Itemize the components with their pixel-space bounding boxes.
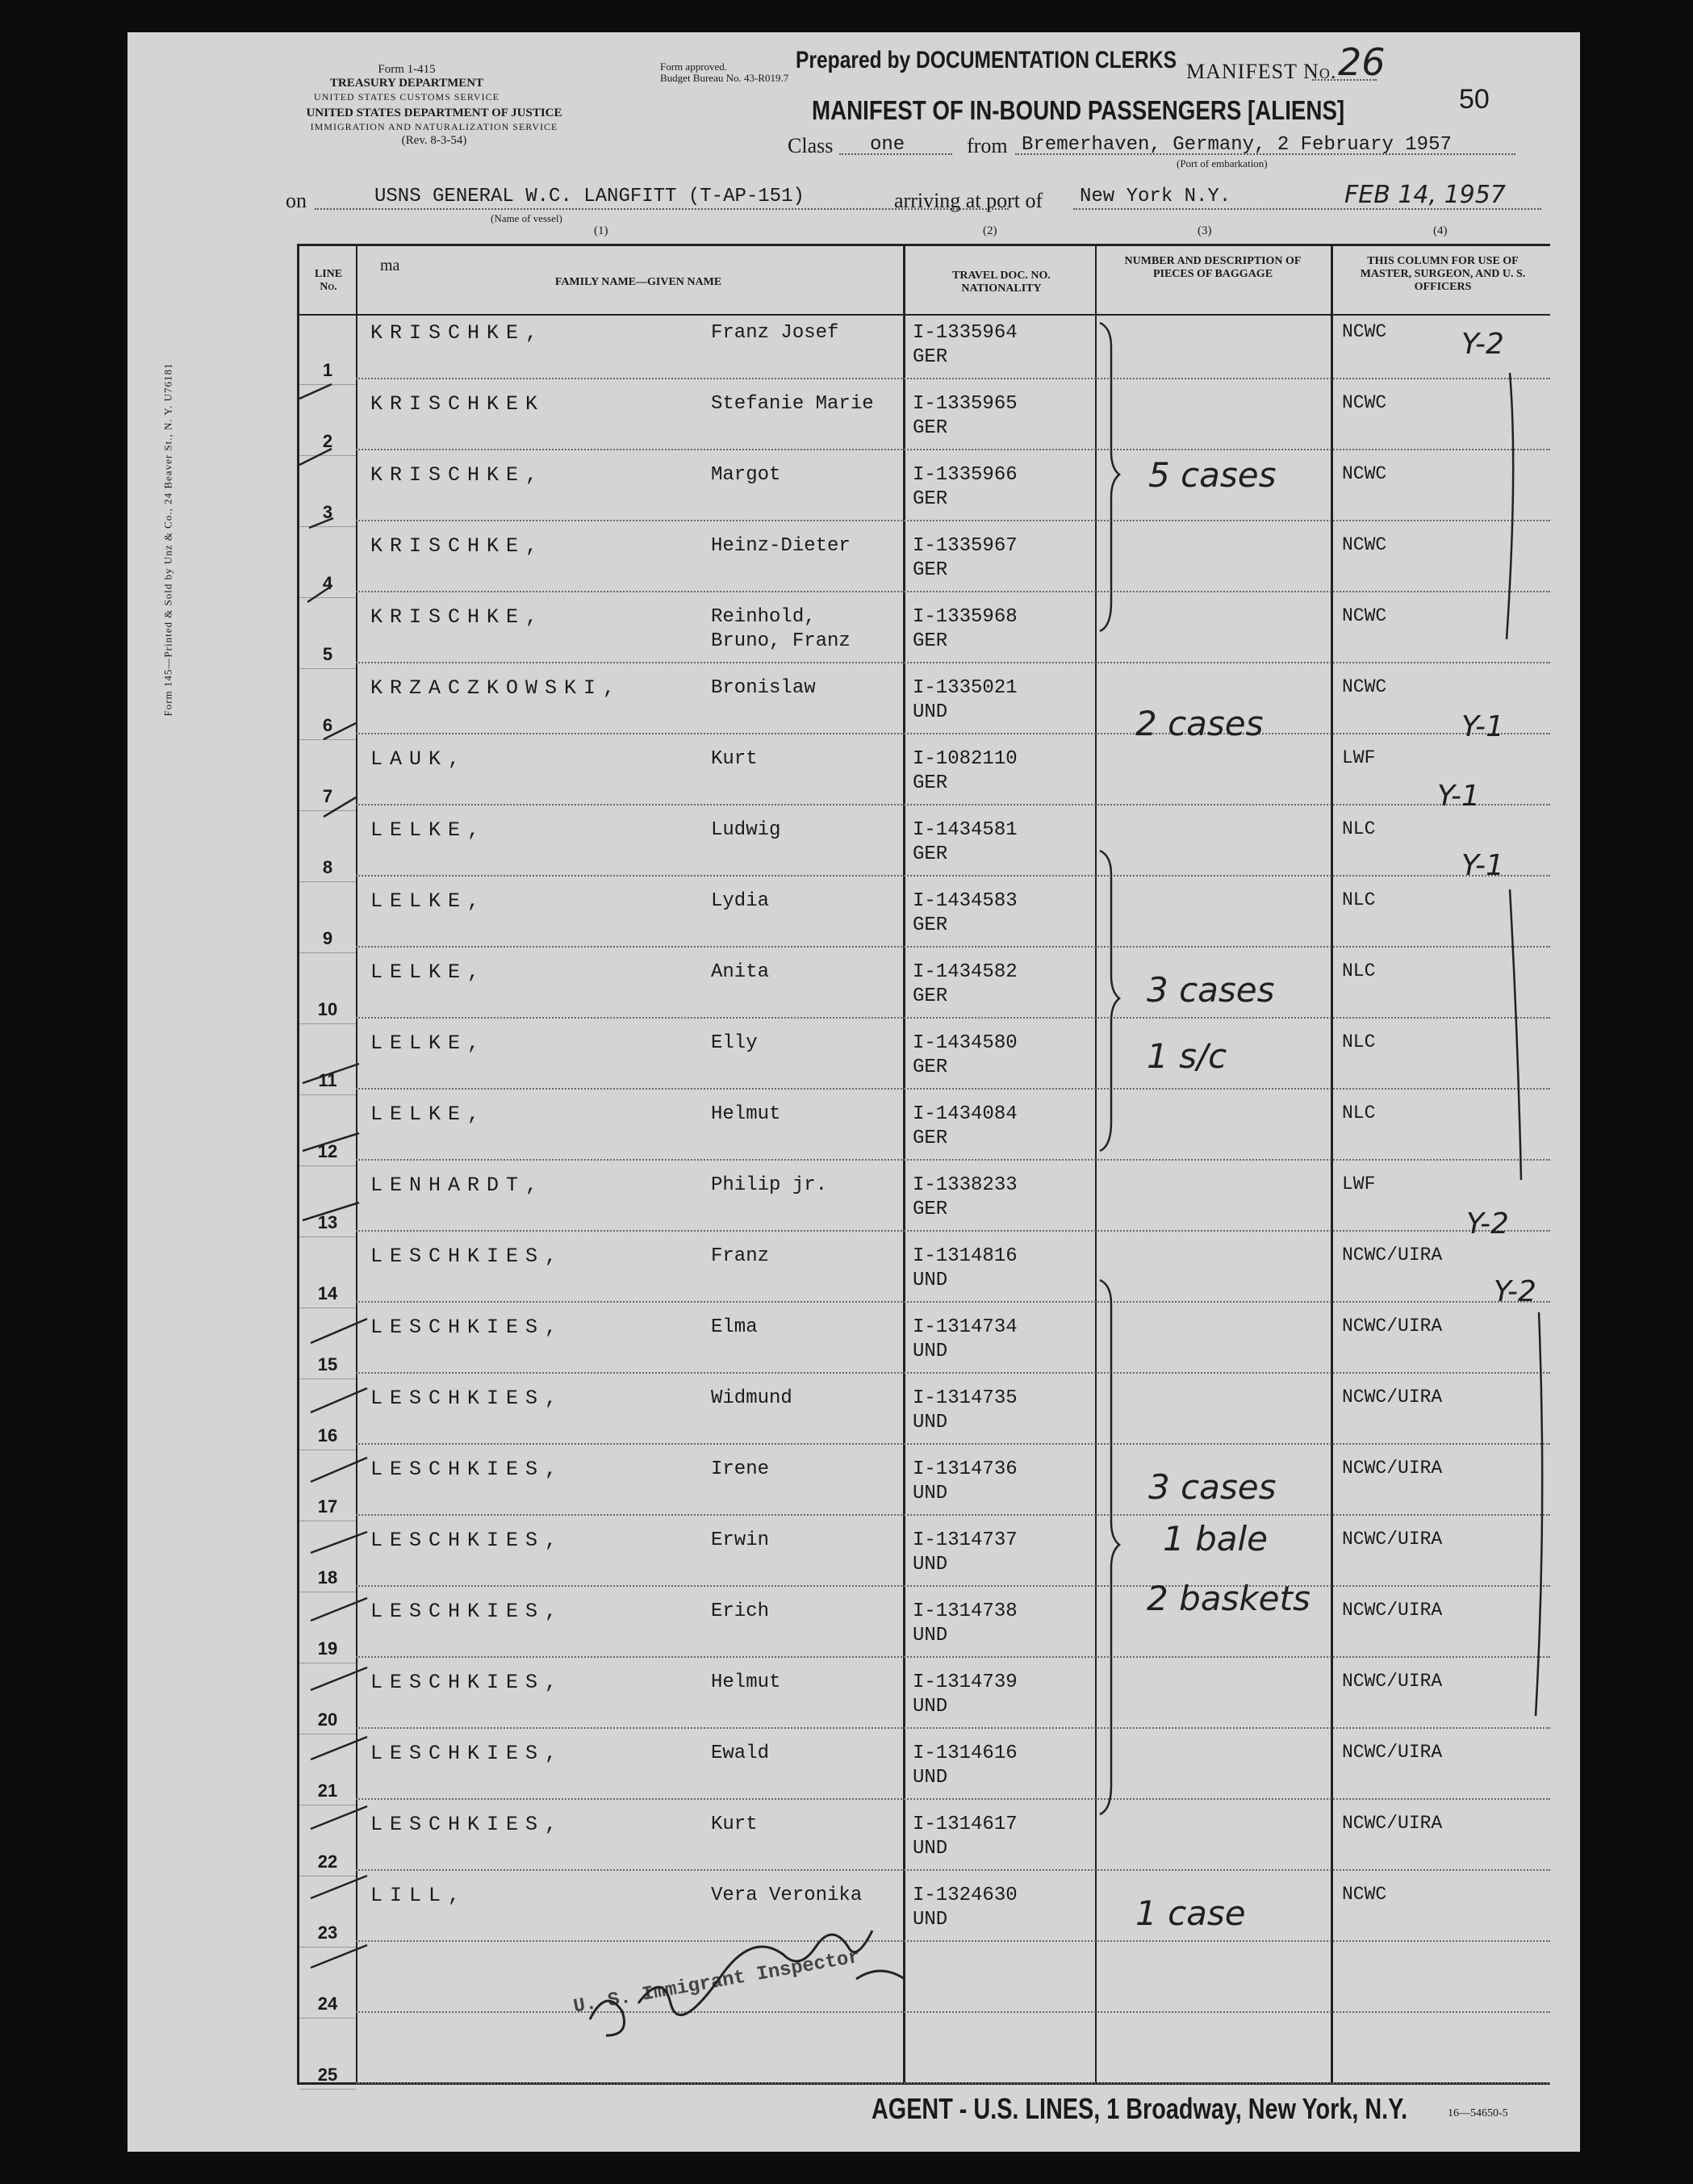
sponsoring-agency: LWF [1342,1174,1376,1195]
family-name: LAUK, [370,747,468,771]
header-officers: THIS COLUMN FOR USE OF MASTER, SURGEON, AND U. S. OFFICERS [1360,255,1526,293]
nationality: UND [913,1554,948,1575]
nationality: UND [913,1838,948,1860]
line-number: 16 [317,1425,338,1446]
mark-lelke: Y-1 [1461,849,1504,882]
ins-title: IMMIGRATION AND NATURALIZATION SERVICE [310,121,558,132]
sponsoring-agency: NCWC [1342,321,1387,342]
sponsoring-agency: NCWC [1342,534,1387,555]
header-name-note: ma [380,257,400,274]
nationality: GER [913,772,948,794]
doc-number: I-1434580 [913,1032,1018,1054]
family-name: KRISCHKE, [370,534,546,558]
family-name: LELKE, [370,1102,487,1126]
form-approved: Form approved. [660,61,728,73]
passenger-table [297,244,1550,2085]
sponsoring-agency: NCWC/UIRA [1342,1671,1443,1692]
header-doc: TRAVEL DOC. NO. NATIONALITY [952,270,1051,295]
line-number: 25 [317,2065,338,2085]
given-name: Helmut [711,1671,781,1693]
line-number: 3 [322,502,333,522]
col-number-4: (4) [1433,224,1448,237]
doc-number: I-1335965 [913,393,1018,415]
treasury-dept: TREASURY DEPARTMENT [329,77,484,90]
nationality: UND [913,1483,948,1504]
nationality: UND [913,701,948,723]
doc-number: I-1434582 [913,961,1018,983]
mark-leschkies: Y-2 [1494,1275,1536,1308]
given-name: Kurt [711,1814,758,1835]
nationality: UND [913,1909,948,1931]
line-number: 9 [322,928,333,948]
line-number: 20 [317,1709,338,1730]
baggage-leschkies-baskets: 2 baskets [1147,1579,1311,1618]
nationality: UND [913,1412,948,1433]
sponsoring-agency: NCWC/UIRA [1342,1387,1443,1408]
family-name: LESCHKIES, [370,1529,565,1552]
sponsoring-agency: NCWC/UIRA [1342,1813,1443,1834]
given-name: Heinz-Dieter [711,535,851,557]
baggage-leschkies-bale: 1 bale [1163,1519,1268,1559]
mark-krischke: Y-2 [1461,328,1504,361]
rev-date: (Rev. 8-3-54) [401,134,467,147]
family-name: LESCHKIES, [370,1813,565,1836]
line-number: 13 [317,1212,338,1232]
doc-number: I-1314737 [913,1529,1018,1551]
line-number: 17 [317,1496,338,1517]
sponsoring-agency: NLC [1342,960,1376,981]
given-name: Ludwig [711,819,781,841]
vessel-note: (Name of vessel) [491,212,562,224]
sponsoring-agency: NLC [1342,1031,1376,1052]
doc-number: I-1314734 [913,1316,1018,1338]
col-number-3: (3) [1198,224,1212,237]
given-name: Elly [711,1032,758,1054]
header-name: FAMILY NAME—GIVEN NAME [554,276,722,288]
from-label: from [967,134,1008,157]
baggage-lelke-cases: 3 cases [1147,970,1275,1010]
line-number: 24 [317,1994,338,2014]
budget-bureau: Budget Bureau No. 43-R019.7 [660,72,789,84]
given-name: Elma [711,1316,758,1338]
header-line-no: LINE No. [314,268,343,293]
immigrant-inspector-stamp: U. S. Immigrant Inspector [571,1946,862,2019]
nationality: UND [913,1767,948,1789]
side-printer-text: Form 145—Printed & Sold by Unz & Co., 24 Beaver St., N. Y. U76181 [161,362,174,717]
doc-number: I-1314617 [913,1814,1018,1835]
treasury-block [302,63,512,104]
family-name: LELKE, [370,960,487,984]
nationality: UND [913,1625,948,1646]
doj-title: UNITED STATES DEPARTMENT OF JUSTICE [306,107,562,119]
doc-number: I-1338233 [913,1174,1018,1196]
sponsoring-agency: NCWC [1342,605,1387,626]
family-name: LENHARDT, [370,1174,546,1197]
doc-number: I-1434583 [913,890,1018,912]
line-number: 8 [322,857,333,877]
given-name: Stefanie Marie [711,393,874,415]
nationality: GER [913,488,948,510]
line-number: 21 [317,1780,338,1801]
family-name: KRISCHKE, [370,463,546,487]
sponsoring-agency: NCWC/UIRA [1342,1529,1443,1550]
given-name: Helmut [711,1103,781,1125]
doc-number: I-1335968 [913,606,1018,628]
family-name: LELKE, [370,1031,487,1055]
family-name: LESCHKIES, [370,1245,565,1268]
doc-number: I-1314736 [913,1458,1018,1480]
arriving-label: arriving at port of [894,189,1043,212]
baggage-lill: 1 case [1135,1893,1246,1933]
manifest-title: MANIFEST OF IN-BOUND PASSENGERS [ALIENS] [812,95,1345,125]
sponsoring-agency: LWF [1342,747,1376,768]
given-name: Anita [711,961,770,983]
given-name: Irene [711,1458,770,1480]
baggage-krzaczkowski: 2 cases [1135,704,1264,743]
nationality: GER [913,914,948,936]
doc-number: I-1434581 [913,819,1018,841]
arrival-port: New York N.Y. [1080,186,1231,207]
prepared-by-stamp: Prepared by DOCUMENTATION CLERKS [796,47,1177,73]
mark-lenhardt: Y-2 [1466,1207,1509,1241]
baggage-krischke: 5 cases [1148,455,1277,495]
mark-lauk: Y-1 [1437,780,1480,813]
nationality: GER [913,1056,948,1078]
family-name: KRISCHKE, [370,321,546,345]
family-name: LESCHKIES, [370,1316,565,1339]
line-number: 18 [317,1567,338,1588]
doc-number: I-1314739 [913,1671,1018,1693]
doc-number: I-1314616 [913,1743,1018,1764]
nationality: GER [913,559,948,581]
sponsoring-agency: NLC [1342,1102,1376,1123]
doc-number: I-1314735 [913,1387,1018,1409]
line-number: 19 [317,1638,338,1659]
embarkation-port: Bremerhaven, Germany, 2 February 1957 [1022,134,1452,156]
given-name: Reinhold, Bruno, Franz [711,606,851,652]
doc-number: I-1335966 [913,464,1018,486]
col-number-1: (1) [594,224,608,237]
customs-service: UNITED STATES CUSTOMS SERVICE [314,91,500,103]
baggage-lelke-suitcase: 1 s/c [1147,1036,1227,1076]
family-name: LELKE, [370,818,487,842]
page-number: 50 [1459,84,1490,115]
sponsoring-agency: NCWC [1342,392,1387,413]
header-baggage: NUMBER AND DESCRIPTION OF PIECES OF BAGGAGE [1124,255,1302,280]
nationality: GER [913,1199,948,1220]
doc-number: I-1314816 [913,1245,1018,1267]
nationality: UND [913,1696,948,1717]
doc-number: I-1434084 [913,1103,1018,1125]
line-number: 4 [322,573,333,593]
given-name: Lydia [711,890,770,912]
given-name: Philip jr. [711,1174,828,1196]
class-label: Class [788,134,834,157]
sponsoring-agency: NCWC/UIRA [1342,1742,1443,1763]
family-name: LESCHKIES, [370,1387,565,1410]
sponsoring-agency: NLC [1342,889,1376,910]
nationality: UND [913,1341,948,1362]
col-number-2: (2) [983,224,997,237]
given-name: Franz Josef [711,322,839,344]
family-name: KRZACZKOWSKI, [370,676,623,700]
family-name: LILL, [370,1884,468,1907]
nationality: GER [913,417,948,439]
doc-number: I-1335021 [913,677,1018,699]
line-number: 10 [317,999,338,1019]
given-name: Widmund [711,1387,792,1409]
line-number: 22 [317,1851,338,1872]
inspector-signature [299,244,1550,2082]
given-name: Franz [711,1245,770,1267]
manifest-label: MANIFEST No. [1186,60,1337,83]
sponsoring-agency: NLC [1342,818,1376,839]
given-name: Vera Veronika [711,1885,863,1906]
family-name: LESCHKIES, [370,1458,565,1481]
form-number: Form 1-415 [378,63,436,76]
nationality: GER [913,630,948,652]
doc-number: I-1314738 [913,1600,1018,1622]
line-number: 23 [317,1923,338,1943]
embarkation-note: (Port of embarkation) [1177,157,1268,169]
line-number: 6 [322,715,333,735]
line-number: 5 [322,644,333,664]
line-number: 7 [322,786,333,806]
given-name: Kurt [711,748,758,770]
vessel-name: USNS GENERAL W.C. LANGFITT (T-AP-151) [374,186,805,207]
doj-block [281,107,587,148]
sponsoring-agency: NCWC [1342,1884,1387,1905]
doc-number: I-1082110 [913,748,1018,770]
given-name: Ewald [711,1743,770,1764]
nationality: GER [913,843,948,865]
line-number: 12 [317,1141,338,1161]
on-label: on [286,189,307,212]
sponsoring-agency: NCWC/UIRA [1342,1316,1443,1337]
form-approved-block [660,61,788,84]
given-name: Erwin [711,1529,770,1551]
nationality: GER [913,346,948,368]
mark-krzaczkowski: Y-1 [1461,710,1504,743]
line-number: 1 [322,360,333,380]
manifest-page [127,32,1580,2152]
family-name: KRISCHKEK [370,392,546,416]
agent-footer: AGENT - U.S. LINES, 1 Broadway, New York, N.Y. [872,2092,1408,2125]
given-name: Margot [711,464,781,486]
family-name: LESCHKIES, [370,1742,565,1765]
given-name: Bronislaw [711,677,816,699]
sponsoring-agency: NCWC/UIRA [1342,1458,1443,1479]
arrival-date: FEB 14, 1957 [1344,181,1506,209]
family-name: LELKE, [370,889,487,913]
nationality: UND [913,1270,948,1291]
baggage-leschkies-cases: 3 cases [1148,1467,1277,1507]
family-name: KRISCHKE, [370,605,546,629]
class-value: one [870,134,905,156]
nationality: GER [913,985,948,1007]
sponsoring-agency: NCWC/UIRA [1342,1600,1443,1621]
line-number: 14 [317,1283,338,1303]
doc-number: I-1335967 [913,535,1018,557]
line-number: 15 [317,1354,338,1374]
family-name: LESCHKIES, [370,1600,565,1623]
sponsoring-agency: NCWC/UIRA [1342,1245,1443,1266]
sponsoring-agency: NCWC [1342,463,1387,484]
line-number: 2 [322,431,333,451]
nationality: GER [913,1128,948,1149]
given-name: Erich [711,1600,770,1622]
line-number: 11 [318,1070,337,1090]
footer-code: 16—54650-5 [1448,2107,1508,2119]
manifest-number: 26 [1338,40,1386,84]
doc-number: I-1335964 [913,322,1018,344]
sponsoring-agency: NCWC [1342,676,1387,697]
family-name: LESCHKIES, [370,1671,565,1694]
doc-number: I-1324630 [913,1885,1018,1906]
